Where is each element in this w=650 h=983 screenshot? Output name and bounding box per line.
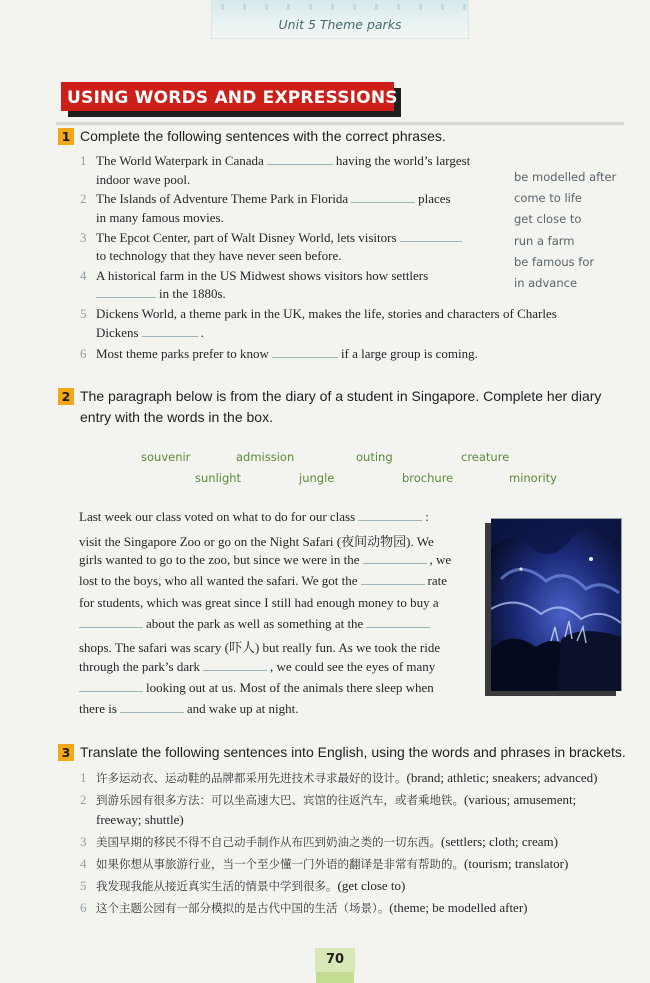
answer-blank[interactable] (400, 240, 462, 242)
diary-text: for students, which was great since I still had enough money to buy a (79, 595, 439, 610)
chinese-sentence: 我发现我能从接近真实生活的情景中学到很多。 (96, 879, 338, 893)
chinese-sentence: 美国早期的移民不得不自己动手制作从布匹到奶油之类的一切东西。 (96, 835, 441, 849)
section-title: USING WORDS AND EXPRESSIONS (61, 82, 394, 111)
unit-header (211, 0, 469, 39)
page-number: 70 (315, 948, 355, 972)
answer-blank[interactable] (358, 519, 422, 521)
sentence-text: A historical farm in the US Midwest shows visitors how settlers (96, 268, 429, 283)
page-number-tab (316, 972, 354, 983)
item-number: 5 (80, 306, 87, 321)
item-number: 3 (80, 230, 87, 245)
diary-line (79, 680, 434, 696)
sentence-text: Most theme parks prefer to know (96, 346, 269, 361)
unit-title: Unit 5 Theme parks (278, 17, 402, 32)
diary-line (79, 573, 447, 589)
answer-blank[interactable] (366, 626, 430, 628)
phrase-option: run a farm (514, 234, 575, 248)
chinese-sentence: 许多运动衣、运动鞋的品牌都采用先进技术寻求最好的设计。 (96, 771, 407, 785)
item-number: 6 (80, 346, 87, 361)
exercise-1-badge: 1 (58, 128, 74, 145)
item-number: 4 (80, 268, 87, 283)
translation-item (96, 792, 576, 808)
diary-text: lost to the boys, who all wanted the safari. We got the (79, 573, 358, 588)
word-option: souvenir (141, 450, 191, 464)
phrase-option: come to life (514, 191, 583, 205)
item-number: 1 (80, 153, 87, 168)
word-option: sunlight (195, 471, 242, 485)
diary-text: through the park’s dark (79, 659, 200, 674)
keywords: (settlers; cloth; cream) (441, 834, 558, 849)
phrase-option: get close to (514, 212, 582, 226)
word-option: creature (461, 450, 510, 464)
answer-blank[interactable] (79, 626, 143, 628)
answer-blank[interactable] (96, 296, 156, 298)
chinese-sentence: 到游乐园有很多方法：可以坐高速大巴、宾馆的往返汽车，或者乘地铁。 (96, 793, 464, 807)
diary-text: rate (427, 573, 448, 588)
sentence-text: if a large group is coming. (340, 346, 478, 361)
answer-blank[interactable] (142, 335, 198, 337)
banner-decoration (212, 4, 468, 10)
word-option: outing (356, 450, 393, 464)
sentence-text: in the 1880s. (159, 286, 226, 301)
translation-item (96, 900, 528, 916)
item-number: 6 (80, 900, 87, 915)
night-safari-illustration (491, 519, 621, 691)
keywords: freeway; shuttle) (96, 812, 184, 827)
diary-text: Last week our class voted on what to do for our class (79, 509, 356, 524)
diary-text: , we (429, 552, 452, 567)
exercise-2-instruction: entry with the words in the box. (80, 409, 273, 425)
keywords: (brand; athletic; sneakers; advanced) (406, 770, 598, 785)
night-safari-photo (491, 518, 622, 691)
sentence-text: Dickens (96, 325, 139, 340)
ex1-sentence-2 (96, 191, 451, 207)
word-option: jungle (299, 471, 335, 485)
diary-text: visit the Singapore Zoo or go on the Night Safari (夜间动物园). We (79, 534, 434, 549)
diary-line (79, 552, 451, 568)
answer-blank[interactable] (363, 562, 427, 564)
answer-blank[interactable] (272, 356, 338, 358)
word-option: brochure (402, 471, 454, 485)
item-number: 5 (80, 878, 87, 893)
ex1-sentence-6 (96, 346, 478, 362)
sentence-text: in many famous movies. (96, 210, 224, 225)
diary-line (79, 701, 298, 717)
answer-blank[interactable] (79, 690, 143, 692)
diary-text: and wake up at night. (186, 701, 299, 716)
exercise-1-instruction: Complete the following sentences with the correct phrases. (80, 128, 446, 144)
chinese-sentence: 这个主题公园有一部分模拟的是古代中国的生活（场景）。 (96, 901, 390, 915)
phrase-option: be modelled after (514, 170, 617, 184)
word-option: minority (509, 471, 557, 485)
translation-item (96, 770, 597, 786)
diary-line (79, 509, 429, 525)
answer-blank[interactable] (351, 201, 415, 203)
ex1-sentence-3 (96, 230, 465, 246)
diary-text: about the park as well as something at the (146, 616, 364, 631)
chinese-sentence: 如果你想从事旅游行业，当一个至少懂一门外语的翻译是非常有帮助的。 (96, 857, 464, 871)
sentence-text: The Islands of Adventure Theme Park in Florida (96, 191, 349, 206)
exercise-3-instruction: Translate the following sentences into English, using the words and phrases in brackets. (80, 744, 626, 760)
phrase-option: be famous for (514, 255, 595, 269)
exercise-2-instruction: The paragraph below is from the diary of a student in Singapore. Complete her diary (80, 388, 602, 404)
sentence-text: having the world’s largest (335, 153, 471, 168)
translation-item (96, 856, 568, 872)
diary-text: girls wanted to go to the zoo, but since we were in the (79, 552, 360, 567)
item-number: 4 (80, 856, 87, 871)
translation-item (96, 878, 405, 894)
keywords: (theme; be modelled after) (389, 900, 528, 915)
keywords: (tourism; translator) (464, 856, 569, 871)
keywords: (various; amusement; (464, 792, 577, 807)
sentence-text: The Epcot Center, part of Walt Disney World, lets visitors (96, 230, 397, 245)
item-number: 3 (80, 834, 87, 849)
ex1-sentence-5 (96, 325, 204, 341)
diary-text: , we could see the eyes of many (269, 659, 436, 674)
sentence-text: places (418, 191, 451, 206)
item-number: 1 (80, 770, 87, 785)
phrase-option: in advance (514, 276, 578, 290)
diary-text: shops. The safari was scary (吓人) but really fun. As we took the ride (79, 640, 441, 655)
diary-text: looking out at us. Most of the animals there sleep when (146, 680, 434, 695)
exercise-2-badge: 2 (58, 388, 74, 405)
translation-item (96, 834, 558, 850)
answer-blank[interactable] (361, 583, 425, 585)
answer-blank[interactable] (267, 163, 333, 165)
sentence-text: Dickens World, a theme park in the UK, makes the life, stories and characters of Charles (96, 306, 557, 321)
word-option: admission (236, 450, 295, 464)
diary-text: : (425, 509, 429, 524)
diary-line (79, 659, 435, 675)
ex1-sentence-4 (96, 286, 226, 302)
section-divider (56, 122, 624, 125)
ex1-sentence-1 (96, 153, 470, 169)
keywords: (get close to) (337, 878, 406, 893)
sentence-text: to technology that they have never seen before. (96, 248, 342, 263)
sentence-text: . (200, 325, 204, 340)
answer-blank[interactable] (203, 669, 267, 671)
sentence-text: The World Waterpark in Canada (96, 153, 264, 168)
diary-line (79, 616, 433, 632)
sentence-text: indoor wave pool. (96, 172, 191, 187)
item-number: 2 (80, 792, 87, 807)
exercise-3-badge: 3 (58, 744, 74, 761)
answer-blank[interactable] (120, 711, 184, 713)
item-number: 2 (80, 191, 87, 206)
diary-text: there is (79, 701, 117, 716)
